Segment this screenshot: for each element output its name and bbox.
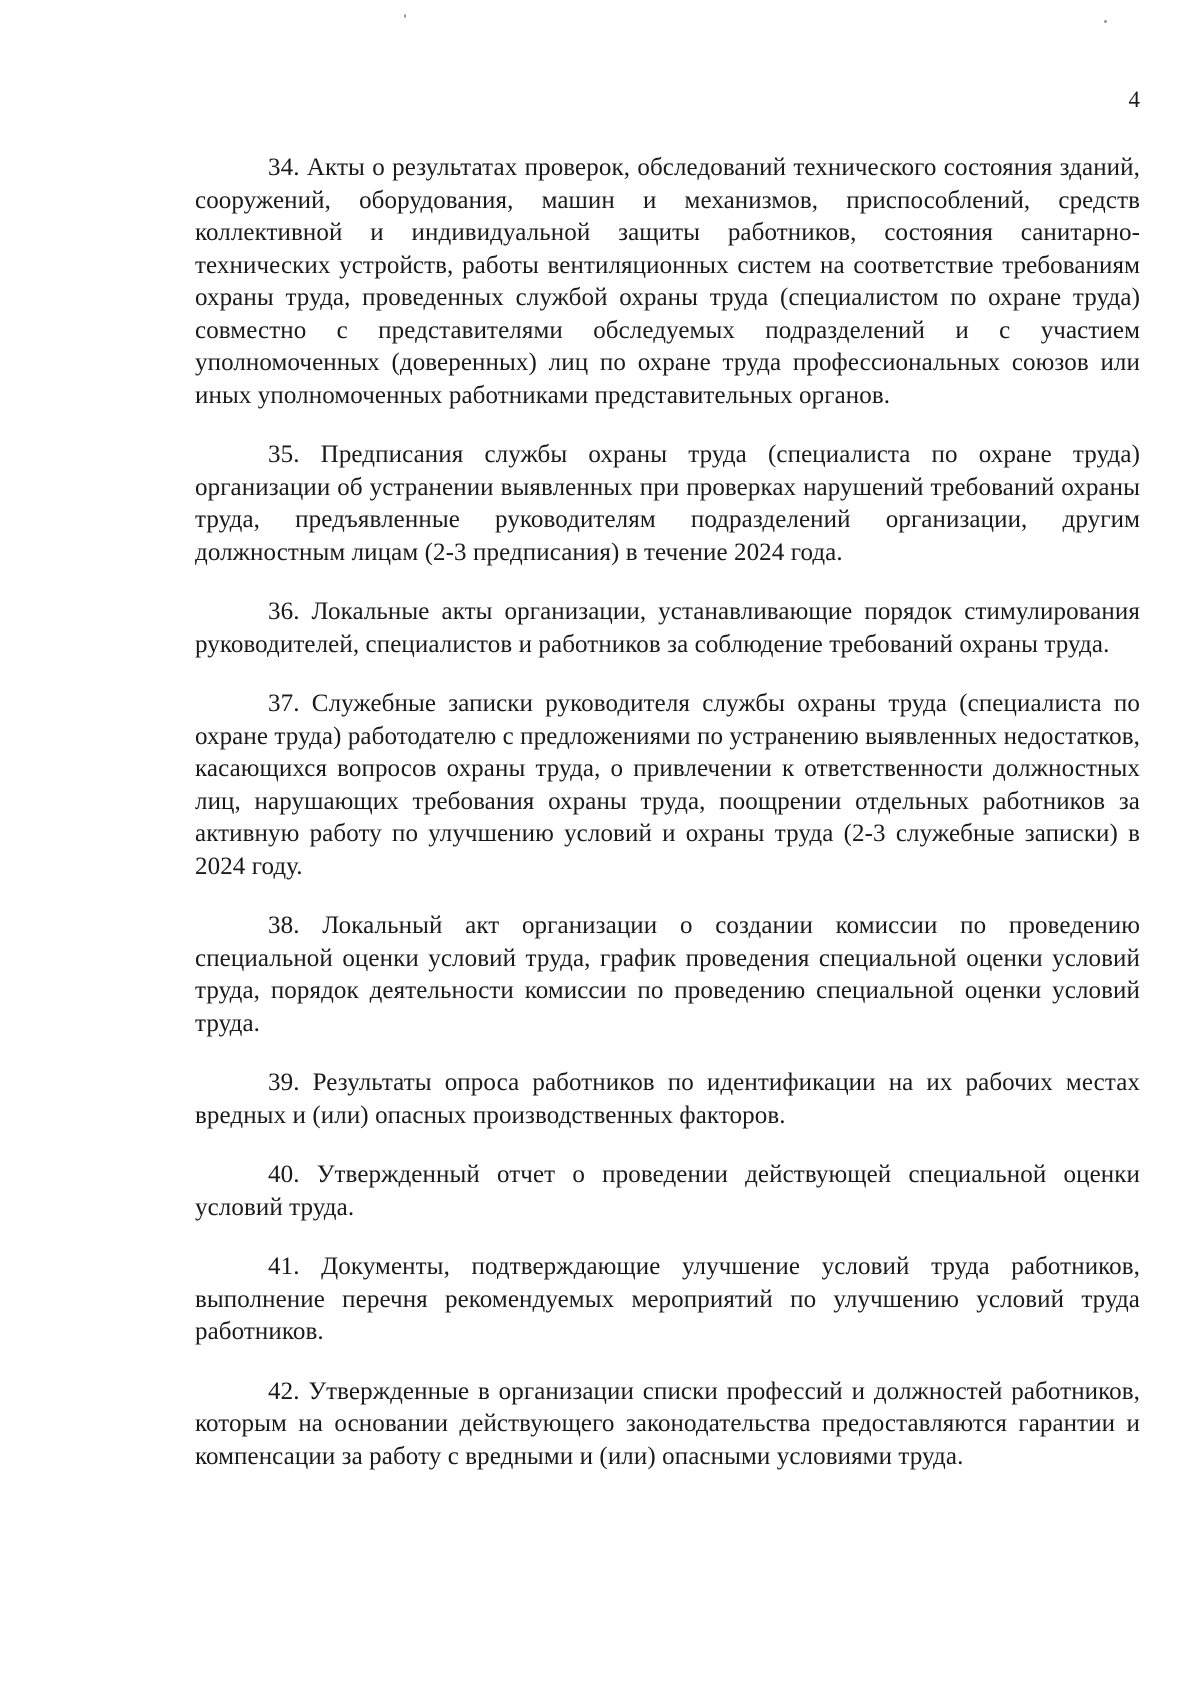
list-item-35: 35. Предписания службы охраны труда (специалиста по охране труда) организации об устранении выявленных при проверках нарушений требований охраны труда, предъявленные руководителям подразделений организации, другим должностным лицам (2-3 предписания) в течение 2024 года. xyxy=(195,441,1140,566)
list-item-36: 36. Локальные акты организации, устанавливающие порядок стимулирования руководителей, специалистов и работников за соблюдение требований охраны труда. xyxy=(195,598,1140,658)
list-item-40: 40. Утвержденный отчет о проведении действующей специальной оценки условий труда. xyxy=(195,1161,1140,1221)
list-item-34: 34. Акты о результатах проверок, обследований технического состояния зданий, сооружений, оборудования, машин и механизмов, приспособлений, средств коллективной и индивидуальной защиты работников, состояния санитарно-технических устройств, работы вентиляционных систем на соответствие требованиям охраны труда, проведенных службой охраны труда (специалистом по охране труда) совместно с представителями обследуемых подразделений и с участием уполномоченных (доверенных) лиц по охране труда профессиональных союзов или иных уполномоченных работниками представительных органов. xyxy=(195,154,1140,409)
scan-artifact xyxy=(404,14,406,18)
list-item-38: 38. Локальный акт организации о создании комиссии по проведению специальной оценки условий труда, график проведения специальной оценки условий труда, порядок деятельности комиссии по проведению специальной оценки условий труда. xyxy=(195,912,1140,1037)
scan-artifact xyxy=(1104,20,1107,23)
page-number: 4 xyxy=(1128,87,1140,112)
list-item-42: 42. Утвержденные в организации списки профессий и должностей работников, которым на основании действующего законодательства предоставляются гарантии и компенсации за работу с вредными и (или) опасными условиями труда. xyxy=(195,1377,1140,1470)
list-item-41: 41. Документы, подтверждающие улучшение условий труда работников, выполнение перечня рекомендуемых мероприятий по улучшению условий труда работников. xyxy=(195,1253,1140,1345)
list-item-39: 39. Результаты опроса работников по идентификации на их рабочих местах вредных и (или) опасных производственных факторов. xyxy=(195,1069,1140,1129)
list-item-37: 37. Служебные записки руководителя службы охраны труда (специалиста по охране труда) работодателю с предложениями по устранению выявленных недостатков, касающихся вопросов охраны труда, о привлечении к ответственности должностных лиц, нарушающих требования охраны труда, поощрении отдельных работников за активную работу по улучшению условий и охраны труда (2-3 служебные записки) в 2024 году. xyxy=(195,690,1140,880)
document-body xyxy=(195,152,1140,1500)
